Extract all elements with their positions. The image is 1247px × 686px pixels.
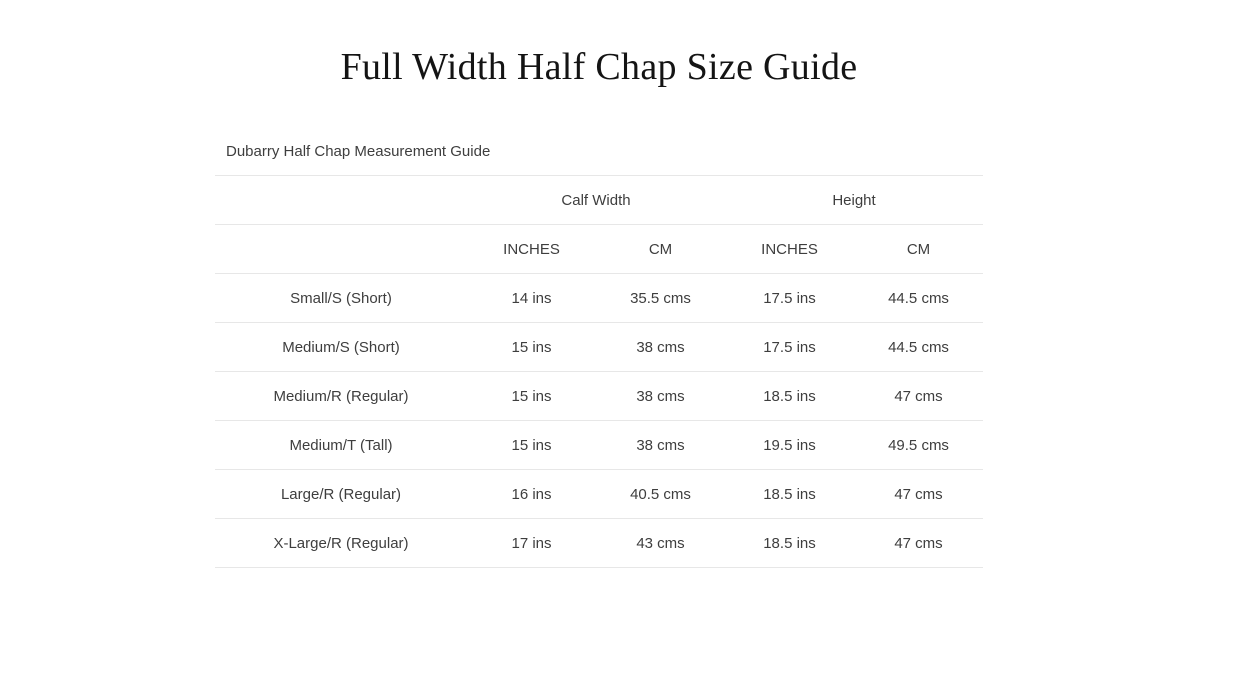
measurement-cell: 18.5 ins [725, 519, 854, 568]
table-row [215, 519, 983, 568]
unit-header-height-inches: INCHES [725, 225, 854, 274]
unit-header-empty [215, 225, 467, 274]
measurement-cell: 17.5 ins [725, 323, 854, 372]
measurement-cell: 49.5 cms [854, 421, 983, 470]
page-title: Full Width Half Chap Size Guide [340, 46, 858, 88]
table-row [215, 421, 983, 470]
measurement-cell: 44.5 cms [854, 274, 983, 323]
measurement-cell: 15 ins [467, 372, 596, 421]
measurement-cell: 18.5 ins [725, 372, 854, 421]
measurement-cell: 14 ins [467, 274, 596, 323]
measurement-cell: 18.5 ins [725, 470, 854, 519]
size-cell: Medium/R (Regular) [215, 372, 467, 421]
group-header-empty [215, 176, 467, 225]
measurement-cell: 17 ins [467, 519, 596, 568]
measurement-cell: 44.5 cms [854, 323, 983, 372]
measurement-cell: 15 ins [467, 323, 596, 372]
unit-header-calf-cm: CM [596, 225, 725, 274]
measurement-cell: 38 cms [596, 372, 725, 421]
measurement-cell: 38 cms [596, 421, 725, 470]
measurement-cell: 35.5 cms [596, 274, 725, 323]
measurement-cell: 15 ins [467, 421, 596, 470]
table-row [215, 470, 983, 519]
table-row [215, 274, 983, 323]
measurement-cell: 43 cms [596, 519, 725, 568]
size-cell: Medium/S (Short) [215, 323, 467, 372]
table-row [215, 323, 983, 372]
measurement-cell: 38 cms [596, 323, 725, 372]
measurement-cell: 19.5 ins [725, 421, 854, 470]
measurement-cell: 47 cms [854, 519, 983, 568]
size-cell: X-Large/R (Regular) [215, 519, 467, 568]
unit-header-calf-inches: INCHES [467, 225, 596, 274]
group-header-calf-width: Calf Width [467, 176, 725, 225]
measurement-cell: 47 cms [854, 470, 983, 519]
measurement-guide-caption: Dubarry Half Chap Measurement Guide [226, 143, 491, 160]
size-cell: Small/S (Short) [215, 274, 467, 323]
unit-header-height-cm: CM [854, 225, 983, 274]
table-row [215, 372, 983, 421]
measurement-cell: 47 cms [854, 372, 983, 421]
measurement-cell: 40.5 cms [596, 470, 725, 519]
unit-header-row [215, 225, 983, 274]
measurement-cell: 16 ins [467, 470, 596, 519]
content-area [215, 44, 983, 568]
size-cell: Large/R (Regular) [215, 470, 467, 519]
size-guide-table [215, 175, 983, 568]
group-header-height: Height [725, 176, 983, 225]
group-header-row [215, 176, 983, 225]
size-cell: Medium/T (Tall) [215, 421, 467, 470]
measurement-cell: 17.5 ins [725, 274, 854, 323]
